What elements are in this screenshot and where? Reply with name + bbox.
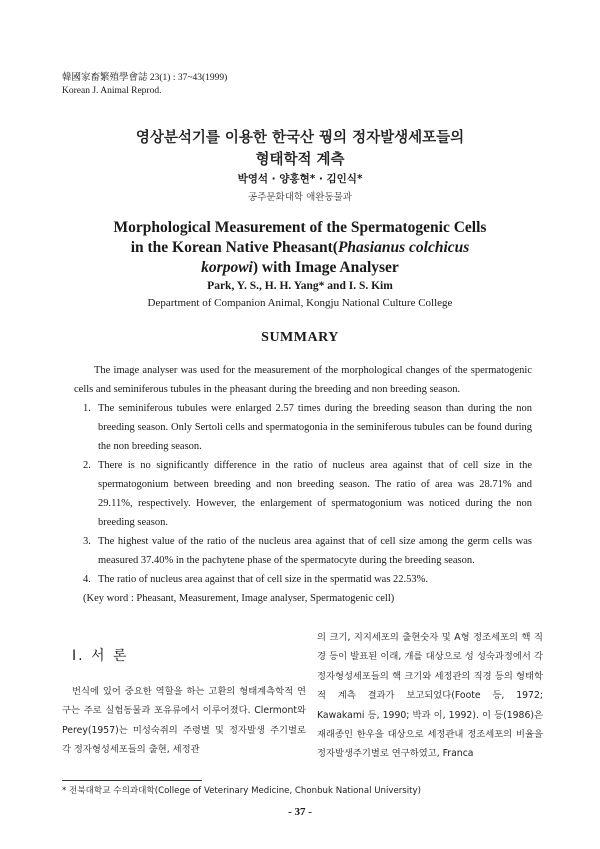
english-authors: Park, Y. S., H. H. Yang* and I. S. Kim xyxy=(207,280,393,292)
english-title-line2 xyxy=(0,238,600,258)
korean-title-line1: 영상분석기를 이용한 한국산 꿩의 정자발생세포들의 xyxy=(135,130,465,146)
summary-point xyxy=(74,456,532,532)
summary-point-text: The highest value of the ratio of the nucleus area against that of cell size among the germ cells was measured 37.40% in the pachytene phase of the spermatocyte during the breeding season. xyxy=(98,536,532,566)
keywords: (Key word : Pheasant, Measurement, Image analyser, Spermatogenic cell) xyxy=(83,593,395,604)
summary-point-number: 4. xyxy=(83,574,91,585)
korean-affiliation: 공주문화대학 애완동물과 xyxy=(248,192,352,203)
summary-points xyxy=(74,399,532,589)
summary-point xyxy=(74,570,532,589)
english-affiliation: Department of Companion Animal, Kongju National Culture College xyxy=(147,297,453,309)
left-column-paragraph: 번식에 있어 중요한 역할을 하는 고환의 형태계측학적 연구는 주로 실험동물과 포유류에서 이루어졌다. Clermont와 Perey(1957)는 미성숙쥐의 주령별 및 정자발생 주기별로 각 정자형성세포들의 출현, 세정관 xyxy=(62,686,306,756)
journal-citation-korean: 韓國家畜繁殖學會誌 23(1) : 37~43(1999) xyxy=(62,73,228,83)
english-title-line1: Morphological Measurement of the Spermatogenic Cells xyxy=(113,219,487,236)
summary-point-number: 2. xyxy=(83,460,91,471)
summary-point-number: 1. xyxy=(83,403,91,414)
summary-body xyxy=(74,361,532,608)
summary-point-text: The ratio of nucleus area against that of cell size in the spermatid was 22.53%. xyxy=(98,574,429,585)
section-heading-introduction: Ⅰ. 서 론 xyxy=(72,648,129,664)
subspecies-name: korpowi xyxy=(201,259,253,276)
summary-point xyxy=(74,532,532,570)
footnote: * 전북대학교 수의과대학(College of Veterinary Medicine, Chonbuk National University) xyxy=(62,786,421,796)
right-column-paragraph: 의 크기, 지지세포의 출현숫자 및 A형 정조세포의 핵 직경 등이 발표된 이래, 개를 대상으로 성 성숙과정에서 각 정자형성세포들의 핵 크기와 세정관의 직경 등의 형태학적 계측 결과가 보고되었다(Foote 등, 1972; Kawakami 등, 1990; 박과 이, 1992). 이 등(1986)은 재래종인 한우을 대상으로 세정관내 정조세포의 비율을 정자발생주기별로 연구하였고, Franca xyxy=(317,632,543,760)
journal-citation xyxy=(62,72,227,98)
left-column xyxy=(62,654,306,760)
right-column xyxy=(317,628,543,764)
summary-point-text: There is no significantly difference in the ratio of nucleus area against that of cell size in the spermatogonium between breeding and non breeding season. The ratio of area was 28.71% and 29.11%, respectively. However, the enlargement of spermatogonium was noticed during the non breeding season. xyxy=(98,460,532,528)
summary-point-text: The seminiferous tubules were enlarged 2.57 times during the breeding season than during the non breeding season. Only Sertoli cells and spermatogonia in the seminiferous tubules can be found during the non breeding season. xyxy=(98,403,532,452)
english-title-line2-pre: in the Korean Native Pheasant( xyxy=(130,239,338,256)
english-title xyxy=(0,218,600,278)
english-title-line3-post: ) with Image Analyser xyxy=(252,259,399,276)
korean-authors: 박영석 · 양홍현* · 김인식* xyxy=(237,173,363,185)
summary-point-number: 3. xyxy=(83,536,91,547)
summary-heading: SUMMARY xyxy=(261,330,339,345)
summary-point xyxy=(74,399,532,456)
summary-intro: The image analyser was used for the measurement of the morphological changes of the spermatogenic cells and seminiferous tubules in the pheasant during the breeding and non breeding season. xyxy=(74,365,532,395)
english-title-line3 xyxy=(0,258,600,278)
species-name: Phasianus colchicus xyxy=(337,239,470,256)
journal-citation-english: Korean J. Animal Reprod. xyxy=(62,86,162,96)
page-number: - 37 - xyxy=(288,806,312,818)
footnote-divider xyxy=(62,780,202,781)
korean-title-line2: 형태학적 계측 xyxy=(255,152,345,168)
